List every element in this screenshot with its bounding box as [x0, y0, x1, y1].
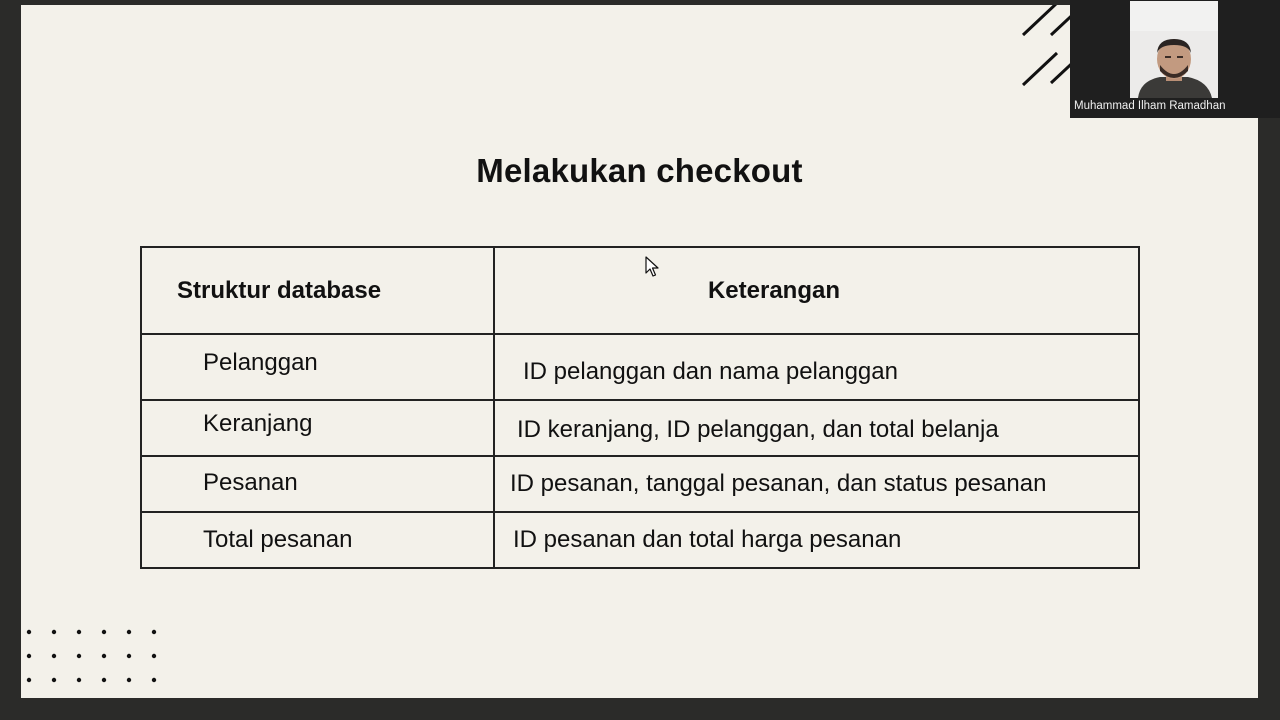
cell-struktur-text: Pesanan	[203, 469, 298, 496]
cell-struktur-text: Keranjang	[203, 410, 313, 437]
cell-keterangan-text: ID pesanan, tanggal pesanan, dan status pesanan	[510, 470, 1047, 497]
table-row	[141, 400, 1139, 456]
cell-keterangan	[494, 400, 1139, 456]
participant-name-label: Muhammad Ilham Ramadhan	[1074, 100, 1226, 112]
table-header-row	[141, 247, 1139, 334]
cell-struktur	[141, 334, 494, 400]
decorative-dot-grid	[26, 629, 166, 689]
table-row	[141, 456, 1139, 512]
cell-struktur	[141, 456, 494, 512]
cell-keterangan-text: ID keranjang, ID pelanggan, dan total belanja	[517, 416, 999, 443]
cell-keterangan-text: ID pesanan dan total harga pesanan	[513, 526, 902, 553]
participant-avatar	[1130, 1, 1218, 98]
header-struktur-database: Struktur database	[141, 247, 494, 334]
participant-video-tile[interactable]	[1070, 0, 1280, 118]
table-row	[141, 512, 1139, 568]
cell-keterangan	[494, 334, 1139, 400]
cell-keterangan	[494, 512, 1139, 568]
database-structure-table	[140, 246, 1140, 569]
cell-struktur-text: Pelanggan	[203, 349, 318, 376]
cell-keterangan-text: ID pelanggan dan nama pelanggan	[523, 358, 898, 385]
cell-struktur-text: Total pesanan	[203, 526, 353, 553]
header-keterangan: Keterangan	[494, 247, 1139, 334]
mouse-pointer-icon	[645, 256, 659, 278]
table-row	[141, 334, 1139, 400]
cell-keterangan	[494, 456, 1139, 512]
participant-video	[1130, 1, 1218, 98]
cell-struktur	[141, 512, 494, 568]
slide-title: Melakukan checkout	[476, 152, 803, 189]
cell-struktur	[141, 400, 494, 456]
